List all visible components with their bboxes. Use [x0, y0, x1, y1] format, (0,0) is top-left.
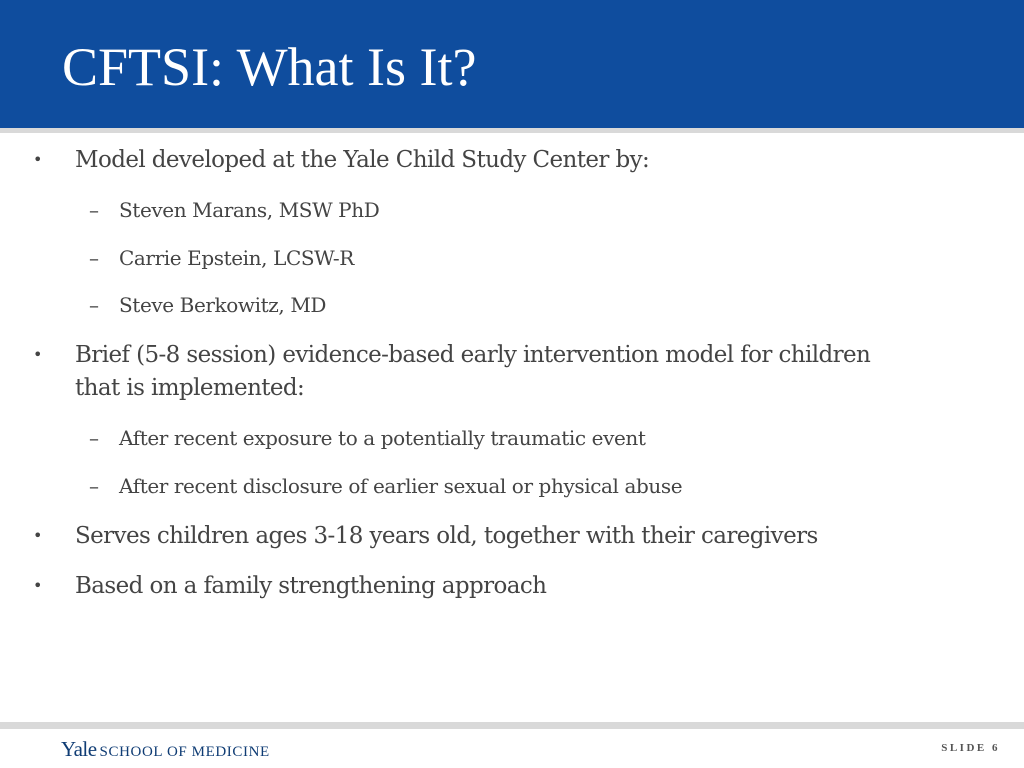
bullet-text: Based on a family strengthening approach — [75, 573, 547, 599]
sub-bullet-text: After recent disclosure of earlier sexual or physical abuse — [119, 474, 683, 498]
sub-bullet-text: Carrie Epstein, LCSW-R — [119, 246, 354, 270]
logo-school-wordmark: SCHOOL OF MEDICINE — [99, 744, 270, 760]
dash-icon: – — [89, 426, 99, 450]
dash-icon: – — [89, 474, 99, 498]
dash-icon: – — [89, 198, 99, 222]
footer-divider — [0, 722, 1024, 729]
dash-icon: – — [89, 293, 99, 317]
bullet-text: Model developed at the Yale Child Study Center by: — [75, 147, 650, 173]
sub-bullet-text: Steven Marans, MSW PhD — [119, 198, 380, 222]
logo-yale-wordmark: Yale — [61, 737, 97, 761]
bullet-icon: • — [33, 150, 43, 169]
bullet-icon: • — [33, 526, 43, 545]
bullet-icon: • — [33, 345, 43, 364]
dash-icon: – — [89, 246, 99, 270]
slide-number: SLIDE 6 — [941, 742, 1000, 754]
bullet-icon: • — [33, 576, 43, 595]
bullet-text: Serves children ages 3-18 years old, together with their caregivers — [75, 523, 818, 549]
sub-bullet-text: Steve Berkowitz, MD — [119, 293, 327, 317]
bullet-text-continued: that is implemented: — [75, 375, 305, 401]
slide-title: CFTSI: What Is It? — [62, 37, 477, 97]
sub-bullet-text: After recent exposure to a potentially traumatic event — [119, 426, 646, 450]
yale-school-of-medicine-logo — [61, 736, 270, 765]
bullet-text: Brief (5-8 session) evidence-based early intervention model for children — [75, 342, 871, 368]
